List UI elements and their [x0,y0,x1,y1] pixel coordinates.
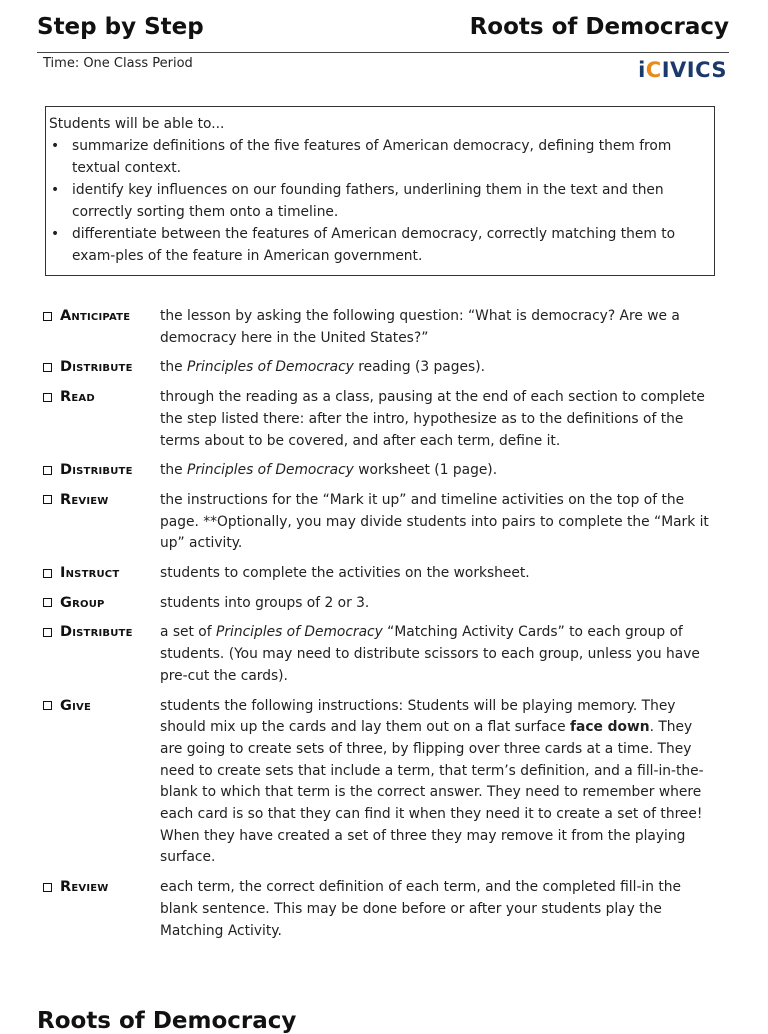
checkbox-icon[interactable] [43,598,52,607]
checkbox-icon[interactable] [43,363,52,372]
footer-title: Roots of Democracy [37,1008,297,1034]
step-text: students to complete the activities on the worksheet. [160,565,530,582]
step-review-instructions [43,490,713,555]
step-verb: Review [60,491,109,508]
step-text: each term, the correct definition of each term, and the completed fill-in the blank sentence. This may be done before or after your students play the Matching Activity. [160,879,682,939]
page-header [37,14,729,53]
objectives-box [45,106,715,276]
step-verb: Instruct [60,565,120,582]
step-distribute-cards [43,622,713,687]
objective-item [49,179,706,223]
step-text: the lesson by asking the following question: “What is democracy? Are we a democracy here in the United States?” [160,308,680,346]
checkbox-icon[interactable] [43,466,52,475]
step-distribute-worksheet [43,460,713,482]
step-text: students the following instructions: Students will be playing memory. They should mix up the cards and lay them out on a flat surface face down. They are going to create sets of three, by flipping over three cards at a time. They need to create sets that include a term, that term’s definition, and a fill-in-the-blank to which that term is the correct answer. They need to remember where each card is so that they can find it when they need it to create a set of three! When they have created a set of three they may remove it from the playing surface. [160,697,704,866]
step-distribute-reading [43,357,713,379]
step-text: through the reading as a class, pausing at the end of each section to complete the step listed there: after the intro, hypothesize as to the definitions of the terms about to be covered, and after each term, define it. [160,389,705,449]
checkbox-icon[interactable] [43,569,52,578]
checkbox-icon[interactable] [43,495,52,504]
bullet-icon: • [51,182,60,198]
step-text: the instructions for the “Mark it up” and timeline activities on the top of the page. **Optionally, you may divide students into pairs to complete the “Mark it up” activity. [160,491,709,552]
step-text: students into groups of 2 or 3. [160,594,370,611]
step-verb: Distribute [60,359,133,376]
steps-list [43,306,713,950]
bullet-icon: • [51,226,60,242]
objective-item [49,135,706,179]
logo-c: C [645,58,662,82]
checkbox-icon[interactable] [43,883,52,892]
icivics-logo [638,58,727,82]
header-right-title: Roots of Democracy [469,14,729,40]
objective-text: summarize definitions of the five features of American democracy, defining them from textual context. [72,138,672,176]
step-text: a set of Principles of Democracy “Matching Activity Cards” to each group of students. (You may need to distribute scissors to each group, unless you have pre-cut the cards). [160,624,700,684]
logo-i: i [638,58,646,82]
step-verb: Distribute [60,624,133,641]
time-label: Time: One Class Period [43,56,193,71]
step-verb: Group [60,594,105,611]
step-anticipate [43,306,713,349]
checkbox-icon[interactable] [43,628,52,637]
bullet-icon: • [51,138,60,154]
objectives-list [49,135,706,267]
checkbox-icon[interactable] [43,701,52,710]
step-group [43,593,713,615]
step-text: the Principles of Democracy reading (3 pages). [160,359,485,376]
checkbox-icon[interactable] [43,393,52,402]
checkbox-icon[interactable] [43,312,52,321]
step-give [43,696,713,870]
objective-item [49,223,706,267]
objective-text: differentiate between the features of American democracy, correctly matching them to exam-ples of the feature in American government. [72,226,676,264]
logo-rest: IVICS [661,58,727,82]
step-read [43,387,713,452]
step-verb: Review [60,879,109,896]
step-verb: Distribute [60,462,133,479]
objectives-intro: Students will be able to... [49,116,225,132]
objective-text: identify key influences on our founding fathers, underlining them in the text and then correctly sorting them onto a timeline. [72,182,664,220]
step-text: the Principles of Democracy worksheet (1 page). [160,462,498,479]
step-verb: Anticipate [60,308,131,324]
step-verb: Give [60,697,91,714]
step-verb: Read [60,389,95,406]
step-review-terms [43,877,713,942]
step-instruct [43,563,713,585]
header-left-title: Step by Step [37,14,204,40]
